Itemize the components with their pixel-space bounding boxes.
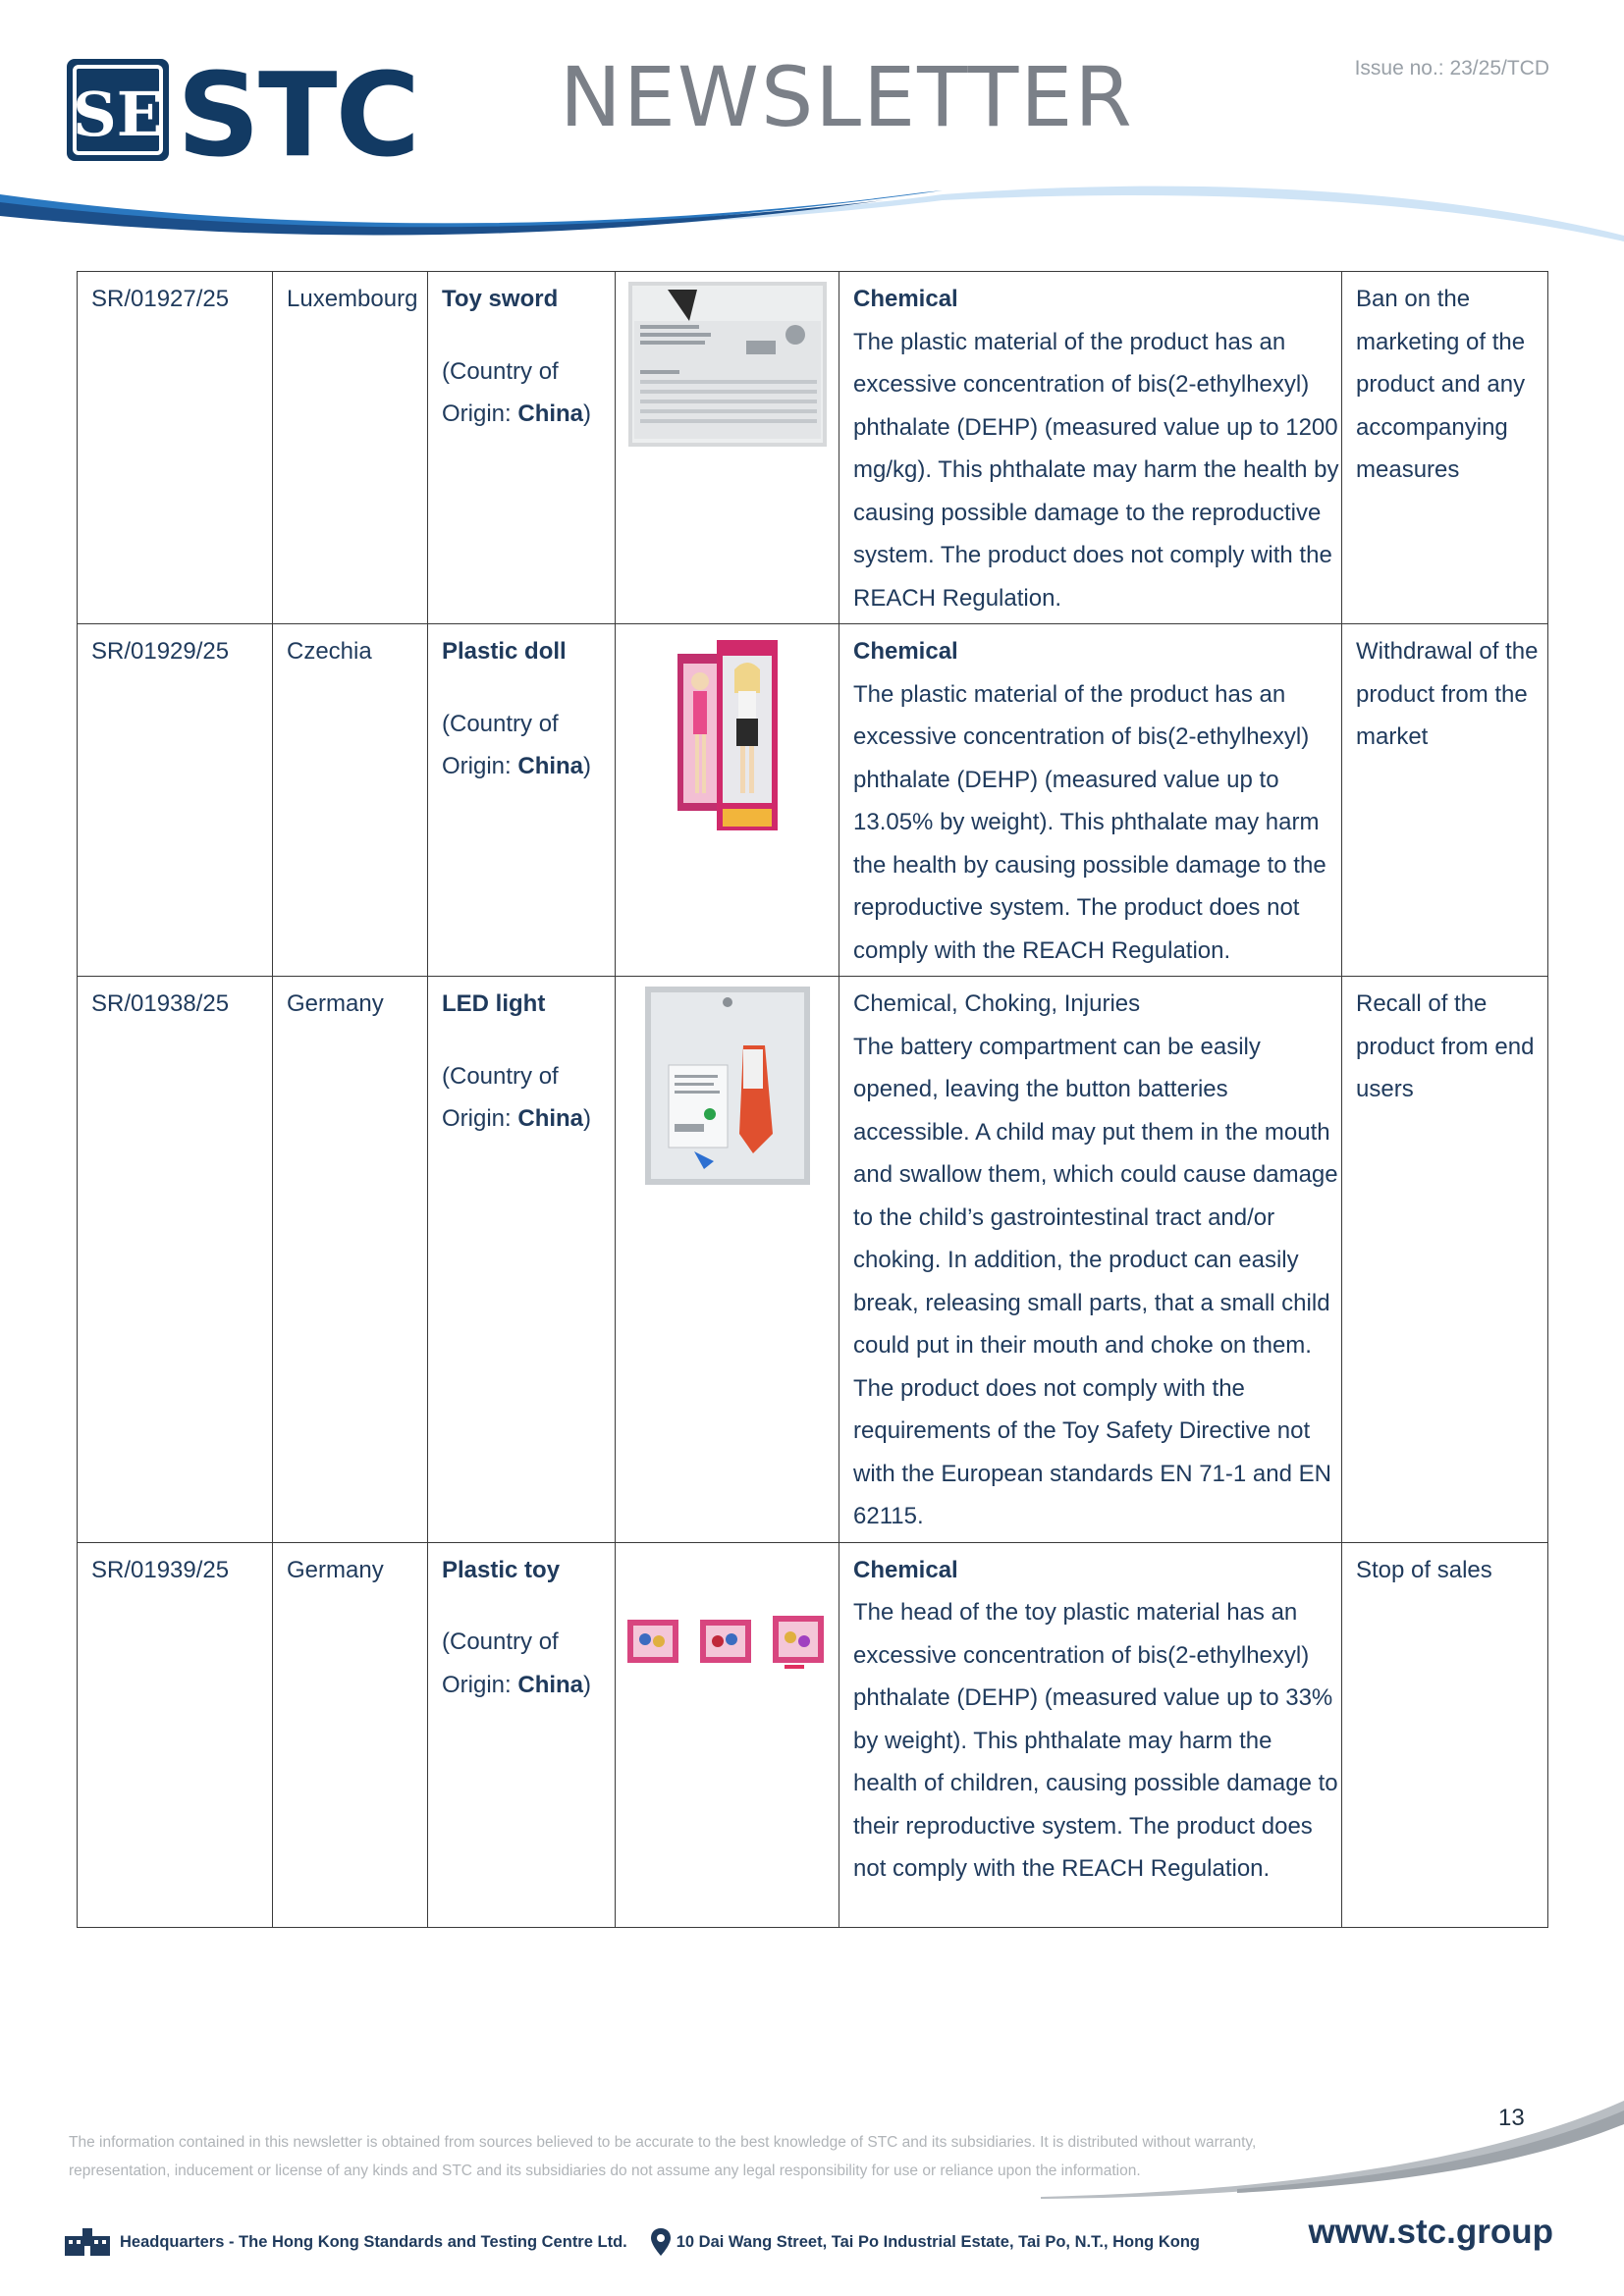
origin-prefix: (Country of bbox=[442, 1629, 559, 1655]
measure-cell: Recall of the product from end users bbox=[1342, 977, 1548, 1543]
origin-prefix: (Country of bbox=[442, 357, 559, 385]
product-image-cell bbox=[616, 624, 839, 977]
origin-label: Origin: bbox=[442, 1105, 518, 1132]
reference-cell: SR/01927/25 bbox=[78, 272, 273, 624]
reference-cell: SR/01939/25 bbox=[78, 1542, 273, 1927]
svg-text:SE: SE bbox=[72, 79, 164, 150]
risk-cell bbox=[839, 272, 1342, 624]
origin-country: China bbox=[517, 753, 584, 779]
product-image-cell bbox=[616, 272, 839, 624]
newsletter-title: NEWSLETTER bbox=[560, 49, 1134, 145]
measure-cell: Withdrawal of the product from the market bbox=[1342, 624, 1548, 977]
product-image-cell bbox=[616, 1542, 839, 1927]
product-cell bbox=[428, 1542, 616, 1927]
origin-prefix: (Country of bbox=[442, 710, 559, 737]
product-cell bbox=[428, 624, 616, 977]
reference-cell: SR/01938/25 bbox=[78, 977, 273, 1543]
address-label: 10 Dai Wang Street, Tai Po Industrial Estate, Tai Po, N.T., Hong Kong bbox=[676, 2232, 1200, 2251]
risk-description: The plastic material of the product has an excessive concentration of bis(2-ethylhexyl) phthalate (DEHP) (measured value up to 13.05% by weight). This phthalate may harm the health by causing possible damage to the reproductive system. The product does not comply with the REACH Regulation. bbox=[853, 680, 1326, 964]
risk-type: Chemical bbox=[853, 1556, 958, 1583]
product-name: Plastic toy bbox=[442, 1556, 561, 1583]
origin-label: Origin: bbox=[442, 1671, 518, 1698]
issue-number: Issue no.: 23/25/TCD bbox=[1354, 57, 1549, 80]
table-row bbox=[78, 1542, 1548, 1927]
recall-table bbox=[77, 271, 1548, 1928]
product-cell bbox=[428, 272, 616, 624]
header-swoosh bbox=[0, 177, 1624, 255]
product-name: Toy sword bbox=[442, 286, 559, 312]
website-link[interactable]: www.stc.group bbox=[1308, 2213, 1553, 2251]
plastic-toy-image bbox=[627, 1616, 828, 1671]
reference-cell: SR/01929/25 bbox=[78, 624, 273, 977]
table-row bbox=[78, 624, 1548, 977]
measure-cell: Stop of sales bbox=[1342, 1542, 1548, 1927]
country-cell: Germany bbox=[273, 977, 428, 1543]
risk-cell bbox=[839, 624, 1342, 977]
origin-label: Origin: bbox=[442, 753, 518, 779]
risk-cell bbox=[839, 1542, 1342, 1927]
svg-text:STC: STC bbox=[177, 57, 419, 163]
measure-cell: Ban on the marketing of the product and any accompanying measures bbox=[1342, 272, 1548, 624]
origin-suffix: ) bbox=[583, 400, 592, 427]
product-image-cell bbox=[616, 977, 839, 1543]
origin-suffix: ) bbox=[583, 1105, 592, 1132]
origin-country: China bbox=[517, 1671, 584, 1698]
origin-label: Origin: bbox=[442, 400, 518, 427]
risk-description: The plastic material of the product has an excessive concentration of bis(2-ethylhexyl) phthalate (DEHP) (measured value up to 1200 mg/kg). This phthalate may harm the health by causing possible damage to the reproductive system. The product does not comply with the REACH Regulation. bbox=[853, 328, 1339, 612]
origin-prefix: (Country of bbox=[442, 1062, 559, 1090]
headquarters-label: Headquarters - The Hong Kong Standards and Testing Centre Ltd. bbox=[120, 2232, 627, 2251]
origin-suffix: ) bbox=[583, 1671, 592, 1698]
building-icon bbox=[63, 2226, 112, 2258]
location-pin-icon bbox=[651, 2228, 671, 2256]
country-cell: Luxembourg bbox=[273, 272, 428, 624]
table-row bbox=[78, 272, 1548, 624]
country-cell: Germany bbox=[273, 1542, 428, 1927]
origin-country: China bbox=[517, 1105, 584, 1132]
risk-description: The head of the toy plastic material has an excessive concentration of bis(2-ethylhexyl) phthalate (DEHP) (measured value up to 33% by weight). This phthalate may harm the health of children, causing possible damage to their reproductive system. The product does not comply with the REACH Regulation. bbox=[853, 1599, 1338, 1882]
product-cell bbox=[428, 977, 616, 1543]
risk-type: Chemical bbox=[853, 286, 958, 312]
toy-sword-image bbox=[628, 282, 827, 447]
disclaimer-text: The information contained in this newsletter is obtained from sources believed to be accurate to the best knowledge of STC and its subsidiaries. It is distributed without warranty, representation, inducement or license of any kinds and STC and its subsidiaries do not assume any legal responsibility for use or reliance upon the information. bbox=[69, 2134, 1257, 2179]
table-row bbox=[78, 977, 1548, 1543]
product-name: Plastic doll bbox=[442, 638, 567, 665]
led-light-image bbox=[645, 987, 810, 1185]
product-name: LED light bbox=[442, 990, 546, 1017]
plastic-doll-image bbox=[674, 634, 782, 836]
origin-suffix: ) bbox=[583, 753, 592, 779]
risk-description: The battery compartment can be easily opened, leaving the button batteries accessible. A child may put them in the mouth and swallow them, which could cause damage to the child’s gastrointestinal tract and/or choking. In addition, the product can easily break, releasing small parts, that a small child could put in their mouth and choke on them. The product does not comply with the requirements of the Toy Safety Directive not with the European standards EN 71-1 and EN 62115. bbox=[853, 1033, 1338, 1529]
country-cell: Czechia bbox=[273, 624, 428, 977]
risk-type: Chemical bbox=[853, 638, 958, 665]
risk-type: Chemical, Choking, Injuries bbox=[853, 990, 1141, 1017]
stc-logo bbox=[67, 57, 460, 163]
page-number: 13 bbox=[1498, 2105, 1525, 2131]
origin-country: China bbox=[517, 400, 584, 427]
risk-cell bbox=[839, 977, 1342, 1543]
